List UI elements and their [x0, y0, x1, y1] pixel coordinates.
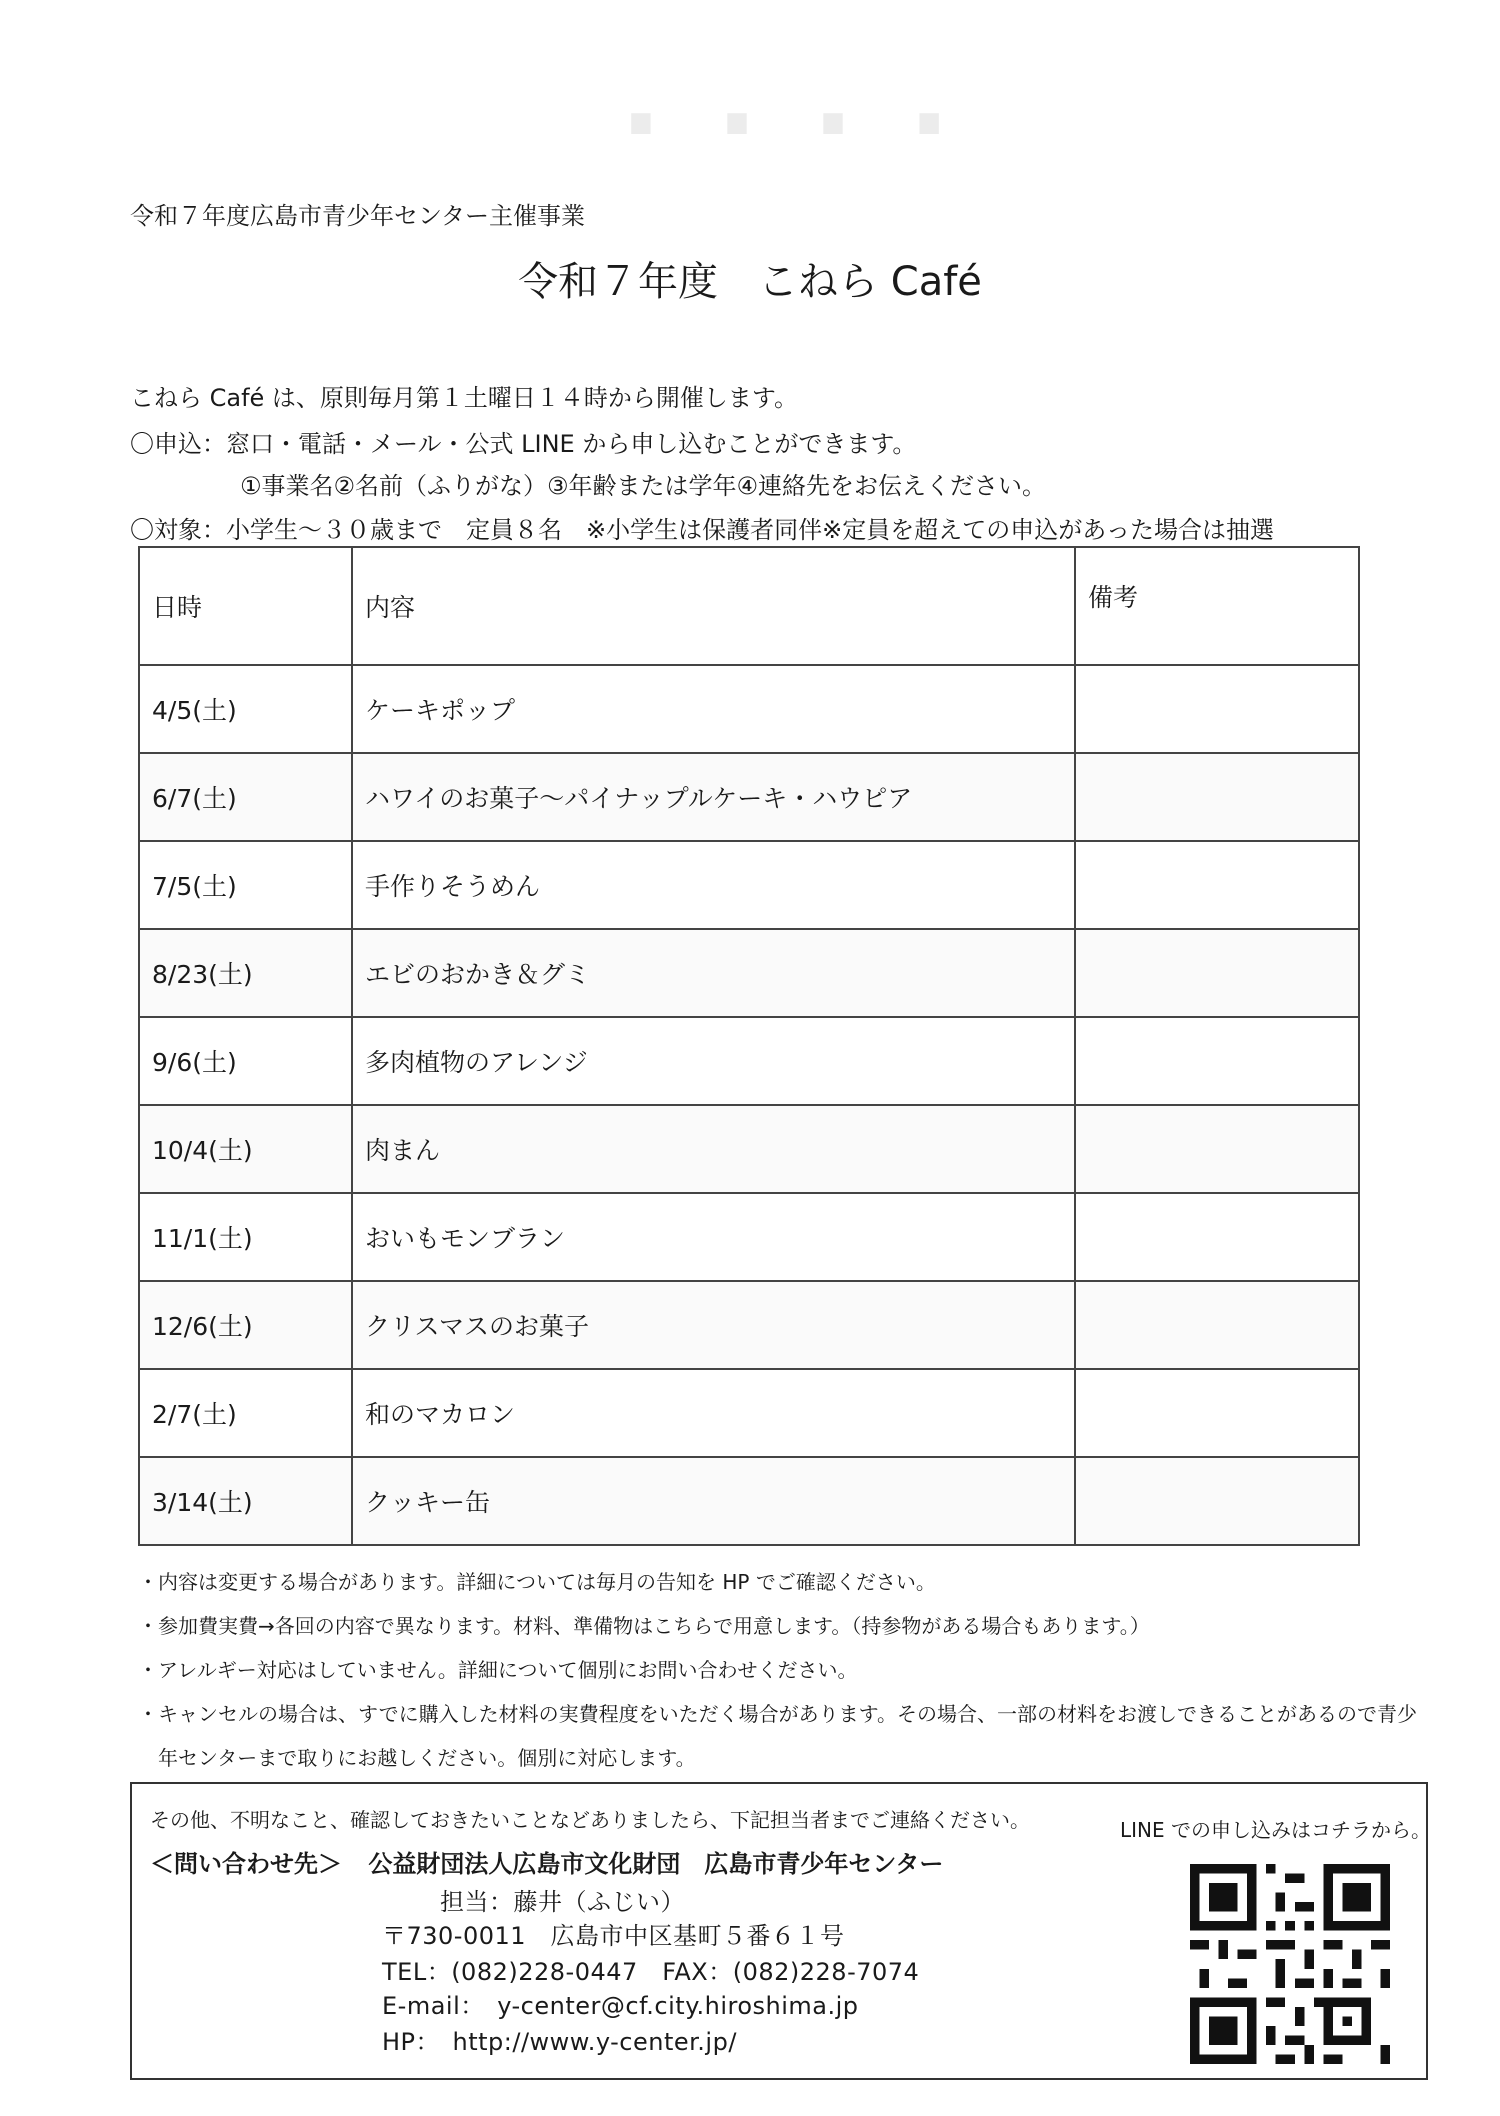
note-item: ・内容は変更する場合があります。詳細については毎月の告知を HP でご確認ください。 [138, 1570, 936, 1594]
row-remarks [1075, 753, 1359, 841]
contact-email: E-mail： y-center@cf.city.hiroshima.jp [382, 1992, 859, 2020]
intro-eligibility: 〇対象：小学生～３０歳まで 定員８名 ※小学生は保護者同伴※定員を超えての申込があった場合は抽選 [130, 516, 1274, 544]
table-row [139, 753, 1359, 841]
row-remarks [1075, 1105, 1359, 1193]
row-date: 2/7(土) [139, 1369, 352, 1457]
header-date: 日時 [139, 547, 352, 665]
note-item: ・キャンセルの場合は、すでに購入した材料の実費程度をいただく場合があります。その場合、一部の材料をお渡しできることがあるので青少 [138, 1702, 1417, 1726]
row-date: 7/5(土) [139, 841, 352, 929]
note-item: ・参加費実費→各回の内容で異なります。材料、準備物はこちらで用意します。（持参物がある場合もあります。） [138, 1614, 1150, 1638]
row-date: 9/6(土) [139, 1017, 352, 1105]
table-row [139, 1369, 1359, 1457]
row-date: 4/5(土) [139, 665, 352, 753]
row-content: クッキー缶 [352, 1457, 1075, 1545]
intro-application-items: ①事業名②名前（ふりがな）③年齢または学年④連絡先をお伝えください。 [240, 472, 1047, 500]
row-content: 手作りそうめん [352, 841, 1075, 929]
contact-person: 担当：藤井（ふじい） [440, 1888, 685, 1916]
row-remarks [1075, 1457, 1359, 1545]
intro-application: 〇申込：窓口・電話・メール・公式 LINE から申し込むことができます。 [130, 430, 917, 458]
row-date: 11/1(土) [139, 1193, 352, 1281]
table-row [139, 1457, 1359, 1545]
table-row [139, 841, 1359, 929]
row-remarks [1075, 665, 1359, 753]
header-remarks: 備考 [1075, 547, 1359, 665]
background-watermark: · · · · [620, 60, 959, 188]
row-content: ケーキポップ [352, 665, 1075, 753]
table-row [139, 1281, 1359, 1369]
row-content: クリスマスのお菓子 [352, 1281, 1075, 1369]
row-remarks [1075, 1017, 1359, 1105]
row-date: 10/4(土) [139, 1105, 352, 1193]
line-signup-label: LINE での申し込みはコチラから。 [1120, 1818, 1431, 1842]
schedule-header-row [139, 547, 1359, 665]
contact-label: ＜問い合わせ先＞ [150, 1850, 342, 1878]
row-remarks [1075, 1281, 1359, 1369]
contact-box [130, 1782, 1431, 2080]
row-remarks [1075, 841, 1359, 929]
row-content: 多肉植物のアレンジ [352, 1017, 1075, 1105]
row-remarks [1075, 1193, 1359, 1281]
contact-intro: その他、不明なこと、確認しておきたいことなどありましたら、下記担当者までご連絡ください。 [150, 1808, 1030, 1832]
header-content: 内容 [352, 547, 1075, 665]
table-row [139, 1017, 1359, 1105]
row-content: エビのおかき＆グミ [352, 929, 1075, 1017]
row-date: 6/7(土) [139, 753, 352, 841]
note-item: ・アレルギー対応はしていません。詳細について個別にお問い合わせください。 [138, 1658, 858, 1682]
organization-name: 公益財団法人広島市文化財団 広島市青少年センター [368, 1850, 944, 1878]
row-content: おいもモンブラン [352, 1193, 1075, 1281]
row-date: 8/23(土) [139, 929, 352, 1017]
row-content: 肉まん [352, 1105, 1075, 1193]
table-row [139, 1193, 1359, 1281]
intro-schedule: こねら Café は、原則毎月第１土曜日１４時から開催します。 [130, 384, 799, 412]
row-content: ハワイのお菓子～パイナップルケーキ・ハウピア [352, 753, 1075, 841]
table-row [139, 1105, 1359, 1193]
contact-tel-fax: TEL：(082)228-0447 FAX：(082)228-7074 [382, 1958, 920, 1986]
line-qr-code[interactable] [1190, 1864, 1390, 2064]
row-remarks [1075, 929, 1359, 1017]
contact-address: 〒730-0011 広島市中区基町５番６１号 [382, 1922, 845, 1950]
organizer-line: 令和７年度広島市青少年センター主催事業 [130, 202, 586, 230]
page-title: 令和７年度 こねら Café [518, 259, 982, 305]
row-date: 12/6(土) [139, 1281, 352, 1369]
note-item: 年センターまで取りにお越しください。個別に対応します。 [138, 1746, 696, 1770]
schedule-table [138, 546, 1360, 1546]
row-remarks [1075, 1369, 1359, 1457]
notes-list [138, 1560, 1417, 1780]
table-row [139, 929, 1359, 1017]
table-row [139, 665, 1359, 753]
contact-organization [150, 1844, 943, 1879]
row-content: 和のマカロン [352, 1369, 1075, 1457]
contact-homepage: HP： http://www.y-center.jp/ [382, 2028, 737, 2056]
row-date: 3/14(土) [139, 1457, 352, 1545]
